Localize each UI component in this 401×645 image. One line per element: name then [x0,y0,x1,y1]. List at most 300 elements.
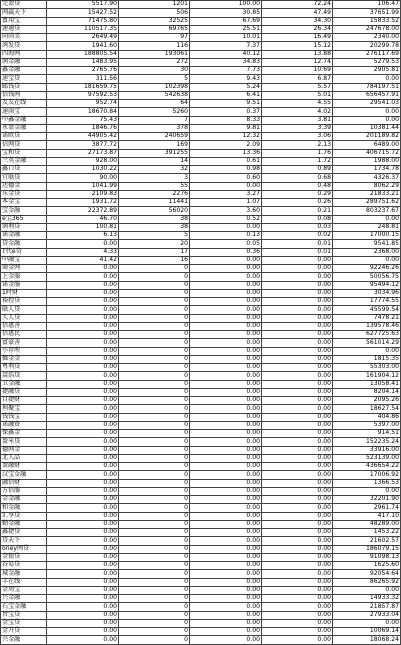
percent-b-cell: 0.00 [262,273,333,281]
percent-a-cell: 8.33 [190,116,262,124]
value-a-cell: 0.00 [47,265,119,273]
table-row [1,397,401,405]
platform-name-cell: 信钱网 [1,91,47,99]
percent-a-cell: 0.36 [190,248,262,256]
percent-b-cell: 4.02 [262,108,333,116]
value-a-cell: 0.00 [47,479,119,487]
count-a-cell: 2276 [119,190,190,198]
count-a-cell: 391255 [119,149,190,157]
value-a-cell: 0.00 [47,314,119,322]
percent-a-cell: 0.00 [190,405,262,413]
platform-name-cell: 目捷财 [1,397,47,405]
platform-name-cell: 城金融 [1,570,47,578]
value-a-cell: 0.00 [47,405,119,413]
count-a-cell: 0 [119,331,190,339]
count-a-cell: 0 [119,463,190,471]
value-b-cell: 0.00 [333,347,401,355]
platform-name-cell: 金宝贷 [1,619,47,627]
value-a-cell: 0.00 [47,496,119,504]
table-row [1,240,401,248]
percent-a-cell: 0.00 [190,545,262,553]
platform-name-cell: 金周宝 [1,586,47,594]
percent-b-cell: 34.30 [262,17,333,25]
count-a-cell: 0 [119,454,190,462]
percent-b-cell: 0.48 [262,182,333,190]
count-a-cell: 0 [119,364,190,372]
percent-a-cell: 0.00 [190,372,262,380]
percent-b-cell: 3.06 [262,133,333,141]
percent-b-cell: 0.26 [262,199,333,207]
value-b-cell: 248.81 [333,223,401,231]
value-b-cell: 7478.21 [333,314,401,322]
percent-a-cell: 0.00 [190,430,262,438]
percent-a-cell: 12.32 [190,133,262,141]
count-a-cell: 542638 [119,91,190,99]
platform-name-cell: 永盈金融 [1,124,47,132]
percent-a-cell: 0.00 [190,578,262,586]
percent-b-cell: 0.00 [262,512,333,520]
table-row [1,331,401,339]
value-a-cell: 0.00 [47,454,119,462]
percent-a-cell: 40.12 [190,50,262,58]
percent-b-cell: 2.13 [262,141,333,149]
percent-a-cell: 0.00 [190,529,262,537]
percent-b-cell: 0.68 [262,174,333,182]
percent-a-cell: 0.00 [190,446,262,454]
table-row [1,124,401,132]
value-a-cell: 0.00 [47,413,119,421]
table-row [1,232,401,240]
percent-b-cell: 1.72 [262,157,333,165]
percent-b-cell: 0.08 [262,215,333,223]
percent-a-cell: 0.00 [190,314,262,322]
count-a-cell: 0 [119,347,190,355]
table-row [1,463,401,471]
count-a-cell: 55 [119,182,190,190]
table-row [1,611,401,619]
percent-a-cell: 0.00 [190,496,262,504]
percent-a-cell: 0.00 [190,298,262,306]
percent-b-cell: 0.00 [262,504,333,512]
count-a-cell: 0 [119,397,190,405]
platform-name-cell: 德网金 [1,446,47,454]
value-a-cell: 22372.89 [47,207,119,215]
value-a-cell: 0.00 [47,520,119,528]
percent-b-cell: 0.00 [262,438,333,446]
platform-name-cell: 中鑫金融 [1,116,47,124]
table-row [1,256,401,264]
platform-name-cell: 速宝贷 [1,75,47,83]
platform-name-cell: 诺融资 [1,421,47,429]
value-b-cell: 201189.82 [333,133,401,141]
percent-a-cell: 0.00 [190,570,262,578]
value-b-cell: 417.10 [333,512,401,520]
platform-name-cell: 富豪善 [1,339,47,347]
count-a-cell: 30 [119,67,190,75]
percent-a-cell: 0.00 [190,223,262,231]
percent-b-cell: 16.49 [262,34,333,42]
value-b-cell: 914.51 [333,430,401,438]
value-b-cell: 523139.00 [333,454,401,462]
value-b-cell: 15833.52 [333,17,401,25]
percent-b-cell: 0.00 [262,553,333,561]
value-a-cell: 0.00 [47,331,119,339]
value-a-cell: 41.42 [47,256,119,264]
value-a-cell: 0.00 [47,504,119,512]
platform-name-cell: 兴金融 [1,595,47,603]
value-b-cell: 17000.15 [333,232,401,240]
percent-a-cell: 0.00 [190,397,262,405]
percent-b-cell: 72.24 [262,1,333,9]
percent-b-cell: 0.00 [262,479,333,487]
count-a-cell: 11441 [119,199,190,207]
count-a-cell: 0 [119,413,190,421]
count-a-cell: 0 [119,537,190,545]
table-row [1,339,401,347]
count-a-cell: 0 [119,545,190,553]
table-row [1,619,401,627]
value-b-cell: 32201.90 [333,496,401,504]
value-b-cell: 627725.63 [333,331,401,339]
value-b-cell: 21602.57 [333,537,401,545]
percent-b-cell: 0.00 [262,562,333,570]
value-b-cell: 656457.91 [333,91,401,99]
value-a-cell: 2109.83 [47,190,119,198]
table-row [1,100,401,108]
table-row [1,265,401,273]
table-row [1,314,401,322]
percent-b-cell: 6.87 [262,75,333,83]
value-a-cell: 0.00 [47,273,119,281]
platform-name-cell: 丰在线 [1,578,47,586]
percent-a-cell: 0.00 [190,331,262,339]
value-a-cell: 46.70 [47,215,119,223]
value-a-cell: 0.00 [47,578,119,586]
percent-b-cell: 0.00 [262,397,333,405]
platform-name-cell: 兴金融 [1,636,47,644]
value-a-cell: 44905.42 [47,133,119,141]
platform-name-cell: 宝金融 [1,207,47,215]
platform-name-cell: 完盈贷 [1,1,47,9]
platform-name-cell: e宝365 [1,215,47,223]
count-a-cell: 32 [119,166,190,174]
percent-a-cell: 0.60 [190,174,262,182]
count-a-cell: 0 [119,314,190,322]
percent-b-cell: 0.00 [262,570,333,578]
percent-a-cell: 0.00 [190,421,262,429]
count-a-cell: 0 [119,421,190,429]
percent-a-cell: 0.00 [190,595,262,603]
value-a-cell: 0.00 [47,240,119,248]
value-a-cell: 0.00 [47,446,119,454]
value-a-cell: 2649.49 [47,34,119,42]
platform-name-cell: 本金宝 [1,199,47,207]
platform-name-cell: 信惠民 [1,331,47,339]
value-b-cell: 55303.00 [333,364,401,372]
count-a-cell: 0 [119,372,190,380]
value-a-cell: 71475.80 [47,17,119,25]
value-b-cell: 186079.15 [333,545,401,553]
table-row [1,50,401,58]
count-a-cell: 0 [119,529,190,537]
percent-a-cell: 3.60 [190,207,262,215]
platform-name-cell: 友友在线 [1,100,47,108]
platform-name-cell: 捷融贷 [1,388,47,396]
percent-a-cell: 0.00 [190,512,262,520]
table-row [1,413,401,421]
percent-a-cell: 0.00 [190,265,262,273]
platform-name-cell: 金升贷 [1,628,47,636]
platform-name-cell: 勤金融 [1,520,47,528]
percent-b-cell: 0.00 [262,256,333,264]
value-b-cell: 9541.85 [333,240,401,248]
percent-a-cell: 0.00 [190,388,262,396]
platform-name-cell: 汇享贷 [1,512,47,520]
value-a-cell: 1483.95 [47,58,119,66]
percent-a-cell: 6.41 [190,91,262,99]
percent-a-cell: 0.00 [190,611,262,619]
platform-name-cell: 宝和贷 [1,149,47,157]
value-a-cell: 75.43 [47,116,119,124]
value-b-cell: 5279.53 [333,58,401,66]
count-a-cell: 20 [119,240,190,248]
percent-b-cell: 47.49 [262,9,333,17]
value-a-cell: 0.00 [47,611,119,619]
percent-a-cell: 0.52 [190,215,262,223]
percent-b-cell: 4.55 [262,100,333,108]
count-a-cell: 0 [119,322,190,330]
count-a-cell: 0 [119,512,190,520]
value-b-cell: 0.00 [333,116,401,124]
platform-name-cell: 掘金金 [1,355,47,363]
percent-b-cell: 0.02 [262,232,333,240]
value-a-cell: 311.56 [47,75,119,83]
percent-b-cell: 1.76 [262,149,333,157]
percent-a-cell: 0.37 [190,108,262,116]
value-a-cell: 0.00 [47,529,119,537]
percent-a-cell: 7.37 [190,42,262,50]
value-a-cell: 0.00 [47,289,119,297]
value-b-cell: 0.00 [333,586,401,594]
percent-b-cell: 0.21 [262,207,333,215]
percent-b-cell: 0.00 [262,529,333,537]
table-row [1,628,401,636]
table-row [1,133,401,141]
table-row [1,289,401,297]
value-b-cell: 91098.13 [333,553,401,561]
platform-name-cell: 融信财 [1,479,47,487]
percent-b-cell: 0.00 [262,446,333,454]
percent-b-cell: 0.03 [262,223,333,231]
value-b-cell: 1453.22 [333,529,401,537]
value-b-cell: 92054.64 [333,570,401,578]
percent-b-cell: 0.00 [262,496,333,504]
platform-name-cell: 富用宝 [1,17,47,25]
table-row [1,479,401,487]
percent-a-cell: 2.09 [190,141,262,149]
value-b-cell: 4326.37 [333,174,401,182]
value-a-cell: 0.00 [47,355,119,363]
platform-name-cell: 鑫捷贷 [1,529,47,537]
table-row [1,34,401,42]
platform-name-cell: 润利贷 [1,223,47,231]
platform-name-cell: 谷易贷 [1,562,47,570]
percent-a-cell: 0.00 [190,339,262,347]
value-a-cell: 0.00 [47,306,119,314]
count-a-cell: 0 [119,273,190,281]
table-row [1,405,401,413]
value-a-cell: 0.00 [47,421,119,429]
percent-a-cell: 25.51 [190,25,262,33]
percent-b-cell: 0.00 [262,322,333,330]
platform-name-cell: 上金服 [1,273,47,281]
table-row [1,199,401,207]
percent-a-cell: 3.27 [190,190,262,198]
count-a-cell: 0 [119,471,190,479]
percent-b-cell: 0.01 [262,248,333,256]
value-a-cell: 0.00 [47,619,119,627]
table-row [1,570,401,578]
value-b-cell: 1815.35 [333,355,401,363]
count-a-cell: 5260 [119,108,190,116]
value-a-cell: 0.00 [47,281,119,289]
count-a-cell: 0 [119,380,190,388]
percent-a-cell: 0.00 [190,463,262,471]
percent-a-cell: 30.85 [190,9,262,17]
platform-name-cell: 商金网 [1,265,47,273]
value-b-cell: 0.00 [333,487,401,495]
percent-a-cell: 0.00 [190,380,262,388]
table-row [1,578,401,586]
value-a-cell: 0.00 [47,372,119,380]
value-a-cell: 0.00 [47,636,119,644]
percent-a-cell: 0.00 [190,289,262,297]
value-b-cell: 1988.00 [333,157,401,165]
count-a-cell: 240659 [119,133,190,141]
percent-b-cell: 0.00 [262,454,333,462]
count-a-cell: 32525 [119,17,190,25]
count-a-cell: 0 [119,265,190,273]
percent-a-cell: 5.24 [190,83,262,91]
value-a-cell: 0.00 [47,388,119,396]
value-a-cell: 952.74 [47,100,119,108]
value-b-cell: 0.00 [333,108,401,116]
value-b-cell: 106.47 [333,1,401,9]
percent-b-cell: 0.00 [262,463,333,471]
value-a-cell: 90.00 [47,174,119,182]
table-row [1,595,401,603]
value-b-cell: 33916.00 [333,446,401,454]
value-a-cell: 0.00 [47,347,119,355]
table-row [1,190,401,198]
value-b-cell: 21857.87 [333,603,401,611]
platform-name-cell: 诺欧贷 [1,133,47,141]
count-a-cell: 7 [119,116,190,124]
value-b-cell: 92246.26 [333,265,401,273]
value-a-cell: 0.00 [47,545,119,553]
table-row [1,83,401,91]
value-a-cell: 3877.72 [47,141,119,149]
percent-b-cell: 0.00 [262,339,333,347]
value-a-cell: 0.00 [47,553,119,561]
value-a-cell: 0.00 [47,430,119,438]
percent-a-cell: 10.01 [190,34,262,42]
value-a-cell: 2765.76 [47,67,119,75]
count-a-cell: 0 [119,446,190,454]
platform-name-cell: 保鑫金 [1,430,47,438]
value-a-cell: 0.00 [47,595,119,603]
value-b-cell: 95494.12 [333,281,401,289]
count-a-cell: 193061 [119,50,190,58]
platform-name-cell: 鸿发贷 [1,42,47,50]
table-row [1,157,401,165]
value-b-cell: 2340.00 [333,34,401,42]
count-a-cell: 272 [119,58,190,66]
percent-a-cell: 0.13 [190,232,262,240]
table-row [1,182,401,190]
percent-b-cell: 0.00 [262,595,333,603]
table-row [1,603,401,611]
count-a-cell: 38 [119,223,190,231]
value-b-cell: 0.00 [333,256,401,264]
table-row [1,116,401,124]
percent-a-cell: 0.00 [190,586,262,594]
value-b-cell: 247678.00 [333,25,401,33]
platform-name-cell: 贷金融 [1,240,47,248]
table-row [1,322,401,330]
percent-b-cell: 0.00 [262,355,333,363]
value-b-cell: 45599.54 [333,306,401,314]
value-b-cell: 37651.99 [333,9,401,17]
percent-b-cell: 0.00 [262,405,333,413]
table-row [1,174,401,182]
platform-name-cell: 金金融 [1,496,47,504]
table-row [1,421,401,429]
percent-a-cell: 0.00 [190,256,262,264]
count-a-cell: 0 [119,289,190,297]
count-a-cell: 0 [119,586,190,594]
value-a-cell: 1846.76 [47,124,119,132]
percent-a-cell: 0.00 [190,306,262,314]
percent-a-cell: 0.00 [190,628,262,636]
percent-a-cell: 0.00 [190,619,262,627]
value-b-cell: 8062.29 [333,182,401,190]
percent-a-cell: 0.00 [190,364,262,372]
value-b-cell: 2905.81 [333,67,401,75]
platform-name-cell: 人人贷 [1,314,47,322]
table-row [1,166,401,174]
value-b-cell: 0.00 [333,75,401,83]
table-row [1,248,401,256]
count-a-cell: 0 [119,487,190,495]
table-row [1,364,401,372]
percent-b-cell: 0.89 [262,166,333,174]
value-a-cell: 97592.53 [47,91,119,99]
platform-name-cell: 速雨宝 [1,108,47,116]
platform-name-cell: 联人贷 [1,306,47,314]
percent-b-cell: 0.00 [262,520,333,528]
value-b-cell: 27933.04 [333,611,401,619]
percent-a-cell: 0.00 [190,562,262,570]
percent-a-cell: 0.00 [190,636,262,644]
count-a-cell: 0 [119,339,190,347]
percent-a-cell: 13.36 [190,149,262,157]
value-b-cell: 20299.78 [333,42,401,50]
platform-name-cell: 方信服 [1,487,47,495]
table-row [1,454,401,462]
table-row [1,273,401,281]
value-b-cell: 21833.21 [333,190,401,198]
